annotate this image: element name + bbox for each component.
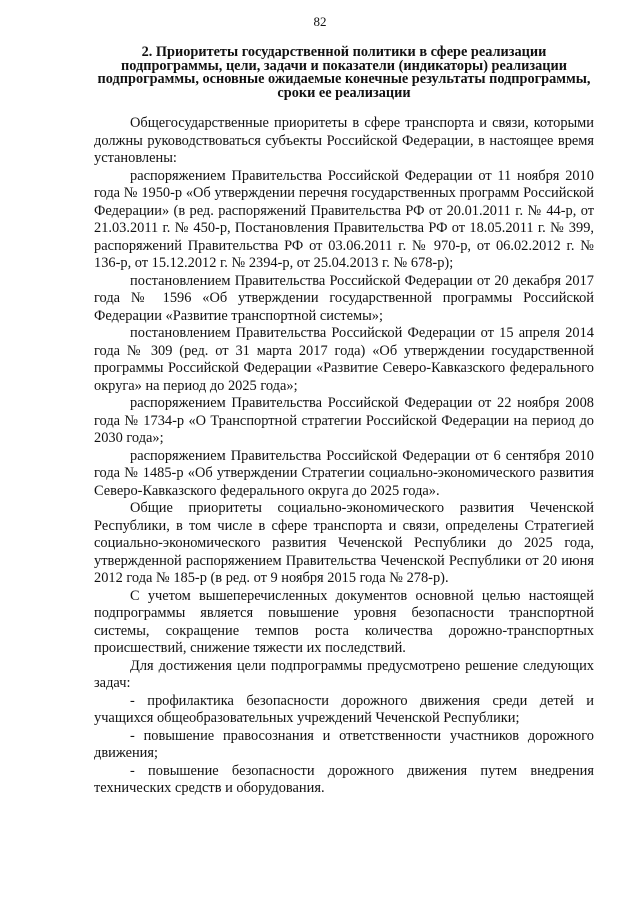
document-body <box>94 46 594 798</box>
page-number: 82 <box>313 14 327 29</box>
paragraph-order-1734: распоряжением Правительства Российской Федерации от 22 ноября 2008 года № 1734-р «О Транспортной стратегии Российской Федерации на период до 2030 года»; <box>94 395 594 446</box>
paragraph-resolution-1596: постановлением Правительства Российской Федерации от 20 декабря 2017 года № 1596 «Об утверждении государственной программы Российской Федерации «Развитие транспортной системы»; <box>94 272 594 324</box>
paragraph-resolution-309: постановлением Правительства Российской Федерации от 15 апреля 2014 года № 309 (ред. от 31 марта 2017 года) «Об утверждении государственной программы Российской Федерации «Развитие Северо-Кавказского федерального округа» на период до 2025 года»; <box>94 325 594 394</box>
paragraph-main-goal: С учетом вышеперечисленных документов основной целью настоящей подпрограммы является повышение уровня безопасности транспортной системы, сокращение темпов роста количества дорожно-транспортных происшествий, снижение тяжести их последствий. <box>94 587 594 656</box>
section-heading: 2. Приоритеты государственной политики в сфере реализации подпрограммы, цели, задачи и показатели (индикаторы) реализации подпрограммы, основные ожидаемые конечные результаты подпрограммы, сроки ее реализации <box>97 44 591 101</box>
paragraph-chechen-priorities: Общие приоритеты социально-экономического развития Чеченской Республики, в том числе в сфере транспорта и связи, определены Стратегией социально-экономического развития Чеченской Республики до 2025 года, утвержденной распоряжением Правительства Чеченской Республики от 20 июня 2012 года № 185-р (в ред. от 9 ноября 2015 года № 278-р). <box>94 500 594 586</box>
task-item-children-safety: - профилактика безопасности дорожного движения среди детей и учащихся общеобразовательных учреждений Чеченской Республики; <box>94 692 594 726</box>
paragraph-order-1950: распоряжением Правительства Российской Федерации от 11 ноября 2010 года № 1950-р «Об утверждении перечня государственных программ Российской Федерации» (в ред. распоряжений Правительства РФ от 20.01.2011 г. № 44-р, от 21.03.2011 г. № 450-р, Постановления Правительства РФ от 18.05.2011 г. № 399, распоряжений Правительства РФ от 03.06.2011 г. № 970-р, от 06.02.2012 г. № 136-р, от 15.12.2012 г. № 2394-р, от 25.04.2013 г. № 678-р); <box>94 167 594 271</box>
paragraph-priorities-intro: Общегосударственные приоритеты в сфере транспорта и связи, которыми должны руководствоваться субъекты Российской Федерации, в настоящее время установлены: <box>94 115 594 166</box>
task-item-technical-means: - повышение безопасности дорожного движения путем внедрения технических средств и оборудования. <box>94 762 594 796</box>
paragraph-order-1485: распоряжением Правительства Российской Федерации от 6 сентября 2010 года № 1485-р «Об утверждении Стратегии социально-экономического развития Северо-Кавказского федерального округа до 2025 года». <box>94 447 594 499</box>
paragraph-tasks-intro: Для достижения цели подпрограммы предусмотрено решение следующих задач: <box>94 657 594 691</box>
task-item-legal-awareness: - повышение правосознания и ответственности участников дорожного движения; <box>94 727 594 761</box>
